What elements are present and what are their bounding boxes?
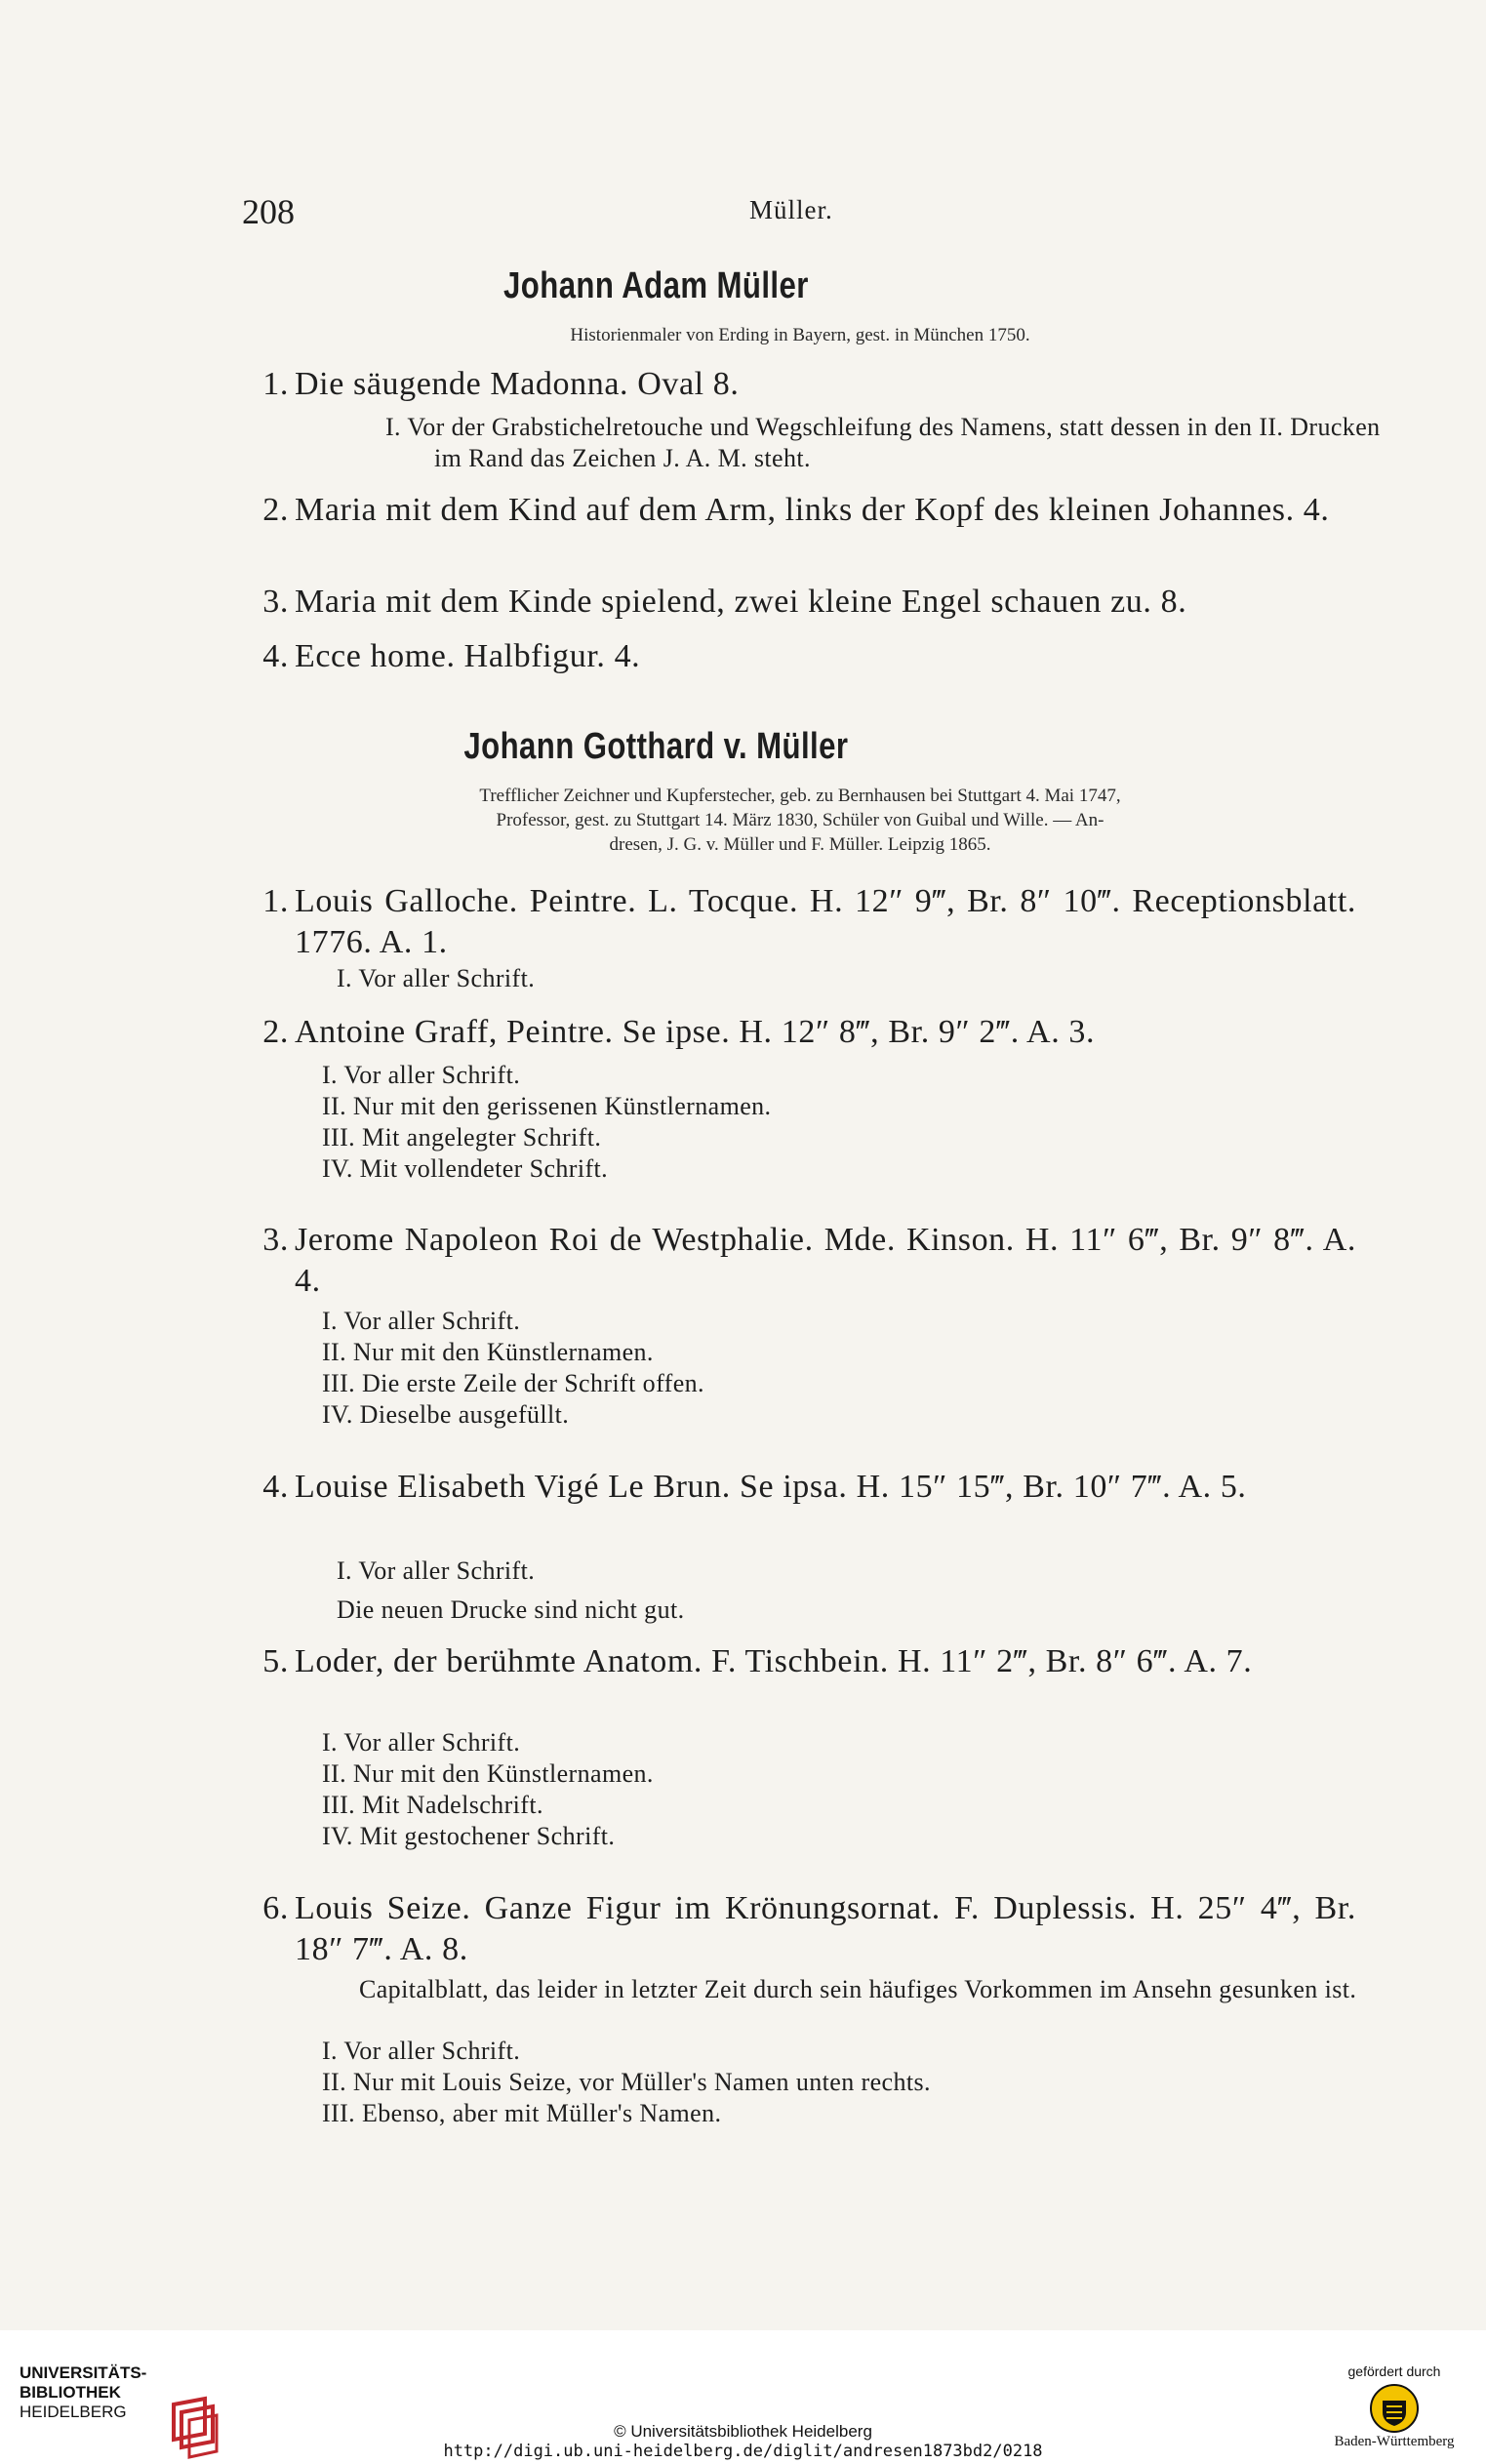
section-bio: Historienmaler von Erding in Bayern, gest. in München 1750. [570, 325, 1030, 345]
copyright-notice: © Universitätsbibliothek Heidelberg [614, 2422, 872, 2441]
section-title-johann-gotthard-v-mueller: Johann Gotthard v. Müller [463, 726, 849, 767]
state-note: I. Vor der Grabstichelretouche und Wegschleifung des Namens, statt dessen in den II. Drucken im Rand das Zeichen J. A. M. steht. [385, 413, 1381, 472]
catalog-entry [244, 582, 1356, 623]
state-line: I. Vor aller Schrift. [322, 1307, 521, 1335]
page-number: 208 [242, 192, 295, 231]
baden-wuerttemberg-coat-of-arms-icon [1369, 2383, 1420, 2434]
state-line: III. Die erste Zeile der Schrift offen. [322, 1369, 704, 1397]
state-line: III. Mit angelegter Schrift. [322, 1123, 602, 1151]
entry-number: 3. [262, 1222, 289, 1258]
entry-number: 2. [262, 492, 289, 528]
entry-number: 4. [262, 1469, 289, 1505]
logo-line: UNIVERSITÄTS- [20, 2363, 147, 2382]
state-line: I. Vor aller Schrift. [337, 964, 536, 992]
entry-number: 1. [262, 366, 289, 402]
state-line: I. Vor aller Schrift. [322, 1061, 521, 1089]
state-line: IV. Mit gestochener Schrift. [322, 1822, 616, 1850]
state-line: IV. Dieselbe ausgefüllt. [322, 1400, 570, 1429]
catalog-entry [244, 1220, 1356, 1302]
state-list [337, 1555, 1361, 1626]
catalog-entry [244, 364, 1356, 405]
entry-text: Louis Seize. Ganze Figur im Krönungsornat. F. Duplessis. H. 25″ 4‴, Br. 18″ 7‴. A. 8. [295, 1890, 1356, 1967]
state-note: Die neuen Drucke sind nicht gut. [337, 1596, 685, 1624]
entry-text: Maria mit dem Kind auf dem Arm, links der Kopf des kleinen Johannes. 4. [295, 492, 1330, 528]
running-head [242, 191, 1354, 234]
entry-text: Loder, der berühmte Anatom. F. Tischbein. H. 11″ 2‴, Br. 8″ 6‴. A. 7. [295, 1643, 1253, 1679]
catalog-entry [244, 1467, 1356, 1508]
state-line: IV. Mit vollendeter Schrift. [322, 1154, 609, 1183]
state-list [322, 1060, 1346, 1185]
state-list [322, 2036, 1346, 2129]
entry-text: Louis Galloche. Peintre. L. Tocque. H. 12″ 9‴, Br. 8″ 10‴. Receptionsblatt. 1776. A. 1. [295, 883, 1356, 960]
entry-number: 4. [262, 638, 289, 674]
bio-line: dresen, J. G. v. Müller und F. Müller. Leipzig 1865. [609, 834, 991, 855]
funder-name: Baden-Württemberg [1334, 2434, 1455, 2449]
bio-line: Professor, gest. zu Stuttgart 14. März 1830, Schüler von Guibal und Wille. — An- [496, 810, 1104, 830]
section-bio [293, 784, 1307, 857]
entry-text: Die säugende Madonna. Oval 8. [295, 366, 740, 402]
catalog-entry [244, 881, 1356, 963]
entry-text: Louise Elisabeth Vigé Le Brun. Se ipsa. H. 15″ 15‴, Br. 10″ 7‴. A. 5. [295, 1469, 1247, 1505]
logo-line: HEIDELBERG [20, 2403, 127, 2421]
digitization-footer [0, 2330, 1486, 2464]
state-line: III. Ebenso, aber mit Müller's Namen. [322, 2099, 722, 2127]
funder-block [1326, 2363, 1463, 2450]
entry-number: 6. [262, 1890, 289, 1926]
entry-text: Antoine Graff, Peintre. Se ipse. H. 12″ 8‴, Br. 9″ 2‴. A. 3. [295, 1014, 1096, 1050]
catalog-entry [244, 1641, 1356, 1682]
section-title-johann-adam-mueller: Johann Adam Müller [503, 265, 809, 306]
entry-number: 3. [262, 584, 289, 620]
entry-number: 1. [262, 883, 289, 919]
catalog-entry [244, 1012, 1356, 1053]
entry-number: 5. [262, 1643, 289, 1679]
state-line: II. Nur mit den gerissenen Künstlernamen. [322, 1092, 772, 1120]
state-list [322, 1727, 1346, 1852]
entry-number: 2. [262, 1014, 289, 1050]
catalog-entry [244, 1888, 1356, 1970]
bio-line: Trefflicher Zeichner und Kupferstecher, geb. zu Bernhausen bei Stuttgart 4. Mai 1747, [479, 786, 1121, 806]
state-line: III. Mit Nadelschrift. [322, 1791, 543, 1819]
state-line: I. Vor aller Schrift. [322, 2037, 521, 2065]
logo-line: BIBLIOTHEK [20, 2383, 121, 2402]
entry-text: Jerome Napoleon Roi de Westphalie. Mde. Kinson. H. 11″ 6‴, Br. 9″ 8‴. A. 4. [295, 1222, 1356, 1299]
state-line: II. Nur mit den Künstlernamen. [322, 1759, 654, 1788]
entry-text: Maria mit dem Kinde spielend, zwei kleine Engel schauen zu. 8. [295, 584, 1187, 620]
entry-note: Capitalblatt, das leider in letzter Zeit durch sein häufiges Vorkommen im Ansehn gesunken ist. [359, 1975, 1357, 2003]
catalog-entry [244, 636, 1356, 677]
catalog-entry [244, 490, 1356, 531]
state-line: I. Vor aller Schrift. [337, 1556, 536, 1585]
state-line: II. Nur mit den Künstlernamen. [322, 1338, 654, 1366]
entry-text: Ecce home. Halbfigur. 4. [295, 638, 641, 674]
funded-by-caption: gefördert durch [1347, 2363, 1441, 2379]
state-list [322, 1306, 1346, 1431]
state-list [337, 963, 1361, 994]
running-title: Müller. [749, 195, 833, 224]
permalink-url[interactable]: http://digi.ub.uni-heidelberg.de/diglit/andresen1873bd2/0218 [443, 2442, 1043, 2461]
state-line: II. Nur mit Louis Seize, vor Müller's Namen unten rechts. [322, 2068, 931, 2096]
state-line: I. Vor aller Schrift. [322, 1728, 521, 1757]
